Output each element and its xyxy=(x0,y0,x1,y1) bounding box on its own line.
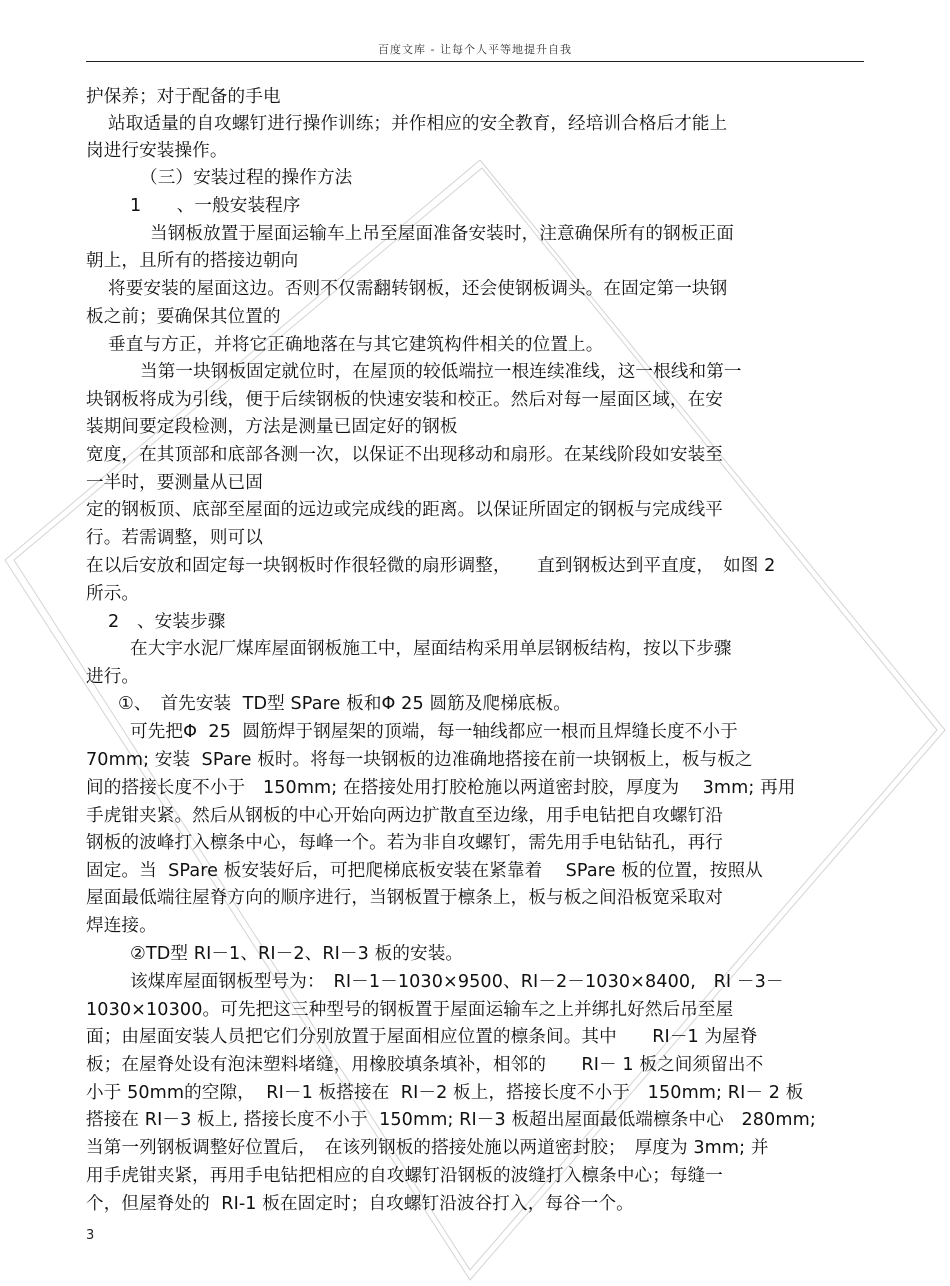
section-heading: 2 、安装步骤 xyxy=(108,612,226,632)
page-number: 3 xyxy=(86,1228,95,1243)
text-line: 垂直与方正，并将它正确地落在与其它建筑构件相关的位置上。 xyxy=(108,335,604,355)
text-line: 当第一列钢板调整好位置后， 在该列钢板的搭接处施以两道密封胶； 厚度为 3mm; 并 xyxy=(86,1138,769,1158)
text-line: 将要安装的屋面这边。否则不仅需翻转钢板，还会使钢板调头。在固定第一块钢 xyxy=(108,279,728,299)
text-line: 用手虎钳夹紧，再用手电钻把相应的自攻螺钉沿钢板的波缝打入檩条中心；每缝一 xyxy=(86,1166,723,1186)
text-line: 宽度，在其顶部和底部各测一次，以保证不出现移动和扇形。在某线阶段如安装至 xyxy=(86,445,723,465)
text-line: 朝上，且所有的搭接边朝向 xyxy=(86,251,299,271)
text-line: 屋面最低端往屋脊方向的顺序进行，当钢板置于檩条上，板与板之间沿板宽采取对 xyxy=(86,888,723,908)
text-line: ②TD型 RI－1、RI－2、RI－3 板的安装。 xyxy=(130,944,464,964)
text-line: 当第一块钢板固定就位时，在屋顶的较低端拉一根连续准线，这一根线和第一 xyxy=(140,362,742,382)
text-line: 在大宇水泥厂煤库屋面钢板施工中，屋面结构采用单层钢板结构，按以下步骤 xyxy=(130,639,732,659)
text-line: 小于 50mm的空隙， RI－1 板搭接在 RI－2 板上，搭接长度不小于 150mm; RI－ 2 板 xyxy=(86,1083,804,1103)
page-header: 百度文库 - 让每个人平等地提升自我 xyxy=(378,43,572,56)
text-line: 块钢板将成为引线，便于后续钢板的快速安装和校正。然后对每一屋面区域，在安 xyxy=(86,390,723,410)
text-line: 1030×10300。可先把这三种型号的钢板置于屋面运输车之上并绑扎好然后吊至屋 xyxy=(86,1000,734,1020)
text-line: 70mm; 安装 SPare 板时。将每一块钢板的边准确地搭接在前一块钢板上，板与板之 xyxy=(86,750,753,770)
text-line: 护保养；对于配备的手电 xyxy=(86,87,281,107)
text-line: 在以后安放和固定每一块钢板时作很轻微的扇形调整， 直到钢板达到平直度， 如图 2 xyxy=(86,556,776,576)
text-line: 定的钢板顶、底部至屋面的远边或完成线的距离。以保证所固定的钢板与完成线平 xyxy=(86,500,723,520)
text-line: ①、 首先安装 TD型 SPare 板和Φ 25 圆筋及爬梯底板。 xyxy=(118,694,571,714)
text-line: 钢板的波峰打入檩条中心，每峰一个。若为非自攻螺钉，需先用手电钻钻孔，再行 xyxy=(86,833,723,853)
text-line: 当钢板放置于屋面运输车上吊至屋面准备安装时，注意确保所有的钢板正面 xyxy=(150,224,734,244)
text-line: 手虎钳夹紧。然后从钢板的中心开始向两边扩散直至边缘，用手电钻把自攻螺钉沿 xyxy=(86,806,723,826)
text-line: 搭接在 RI－3 板上, 搭接长度不小于 150mm; RI－3 板超出屋面最低端檩条中心 280mm; xyxy=(86,1110,816,1130)
text-line: 进行。 xyxy=(86,667,140,687)
text-line: 一半时，要测量从已固 xyxy=(86,473,263,493)
text-line: 板；在屋脊处设有泡沫塑料堵缝，用橡胶填条填补，相邻的 RI－ 1 板之间须留出不 xyxy=(86,1055,764,1075)
text-line: 固定。当 SPare 板安装好后，可把爬梯底板安装在紧靠着 SPare 板的位置，按照从 xyxy=(86,861,763,881)
text-line: 装期间要定段检测，方法是测量已固定好的钢板 xyxy=(86,417,458,437)
text-line: 焊连接。 xyxy=(86,916,157,936)
text-line: 岗进行安装操作。 xyxy=(86,141,228,161)
text-line: 可先把Φ 25 圆筋焊于钢屋架的顶端，每一轴线都应一根而且焊缝长度不小于 xyxy=(130,722,738,742)
text-line: 间的搭接长度不小于 150mm; 在搭接处用打胶枪施以两道密封胶，厚度为 3mm; 再用 xyxy=(86,778,796,798)
text-line: 个，但屋脊处的 RI-1 板在固定时；自攻螺钉沿波谷打入，每谷一个。 xyxy=(86,1194,634,1214)
text-line: 面；由屋面安装人员把它们分别放置于屋面相应位置的檩条间。其中 RI－1 为屋脊 xyxy=(86,1027,758,1047)
text-line: 站取适量的自攻螺钉进行操作训练；并作相应的安全教育，经培训合格后才能上 xyxy=(108,114,728,134)
section-heading: （三）安装过程的操作方法 xyxy=(140,168,353,188)
section-heading: 1 、一般安装程序 xyxy=(130,196,301,216)
text-line: 行。若需调整，则可以 xyxy=(86,528,263,548)
header-rule xyxy=(86,61,864,62)
text-line: 所示。 xyxy=(86,584,140,604)
text-line: 该煤库屋面钢板型号为： RI－1－1030×9500、RI－2－1030×8400, RI －3－ xyxy=(130,972,784,992)
text-line: 板之前；要确保其位置的 xyxy=(86,307,281,327)
